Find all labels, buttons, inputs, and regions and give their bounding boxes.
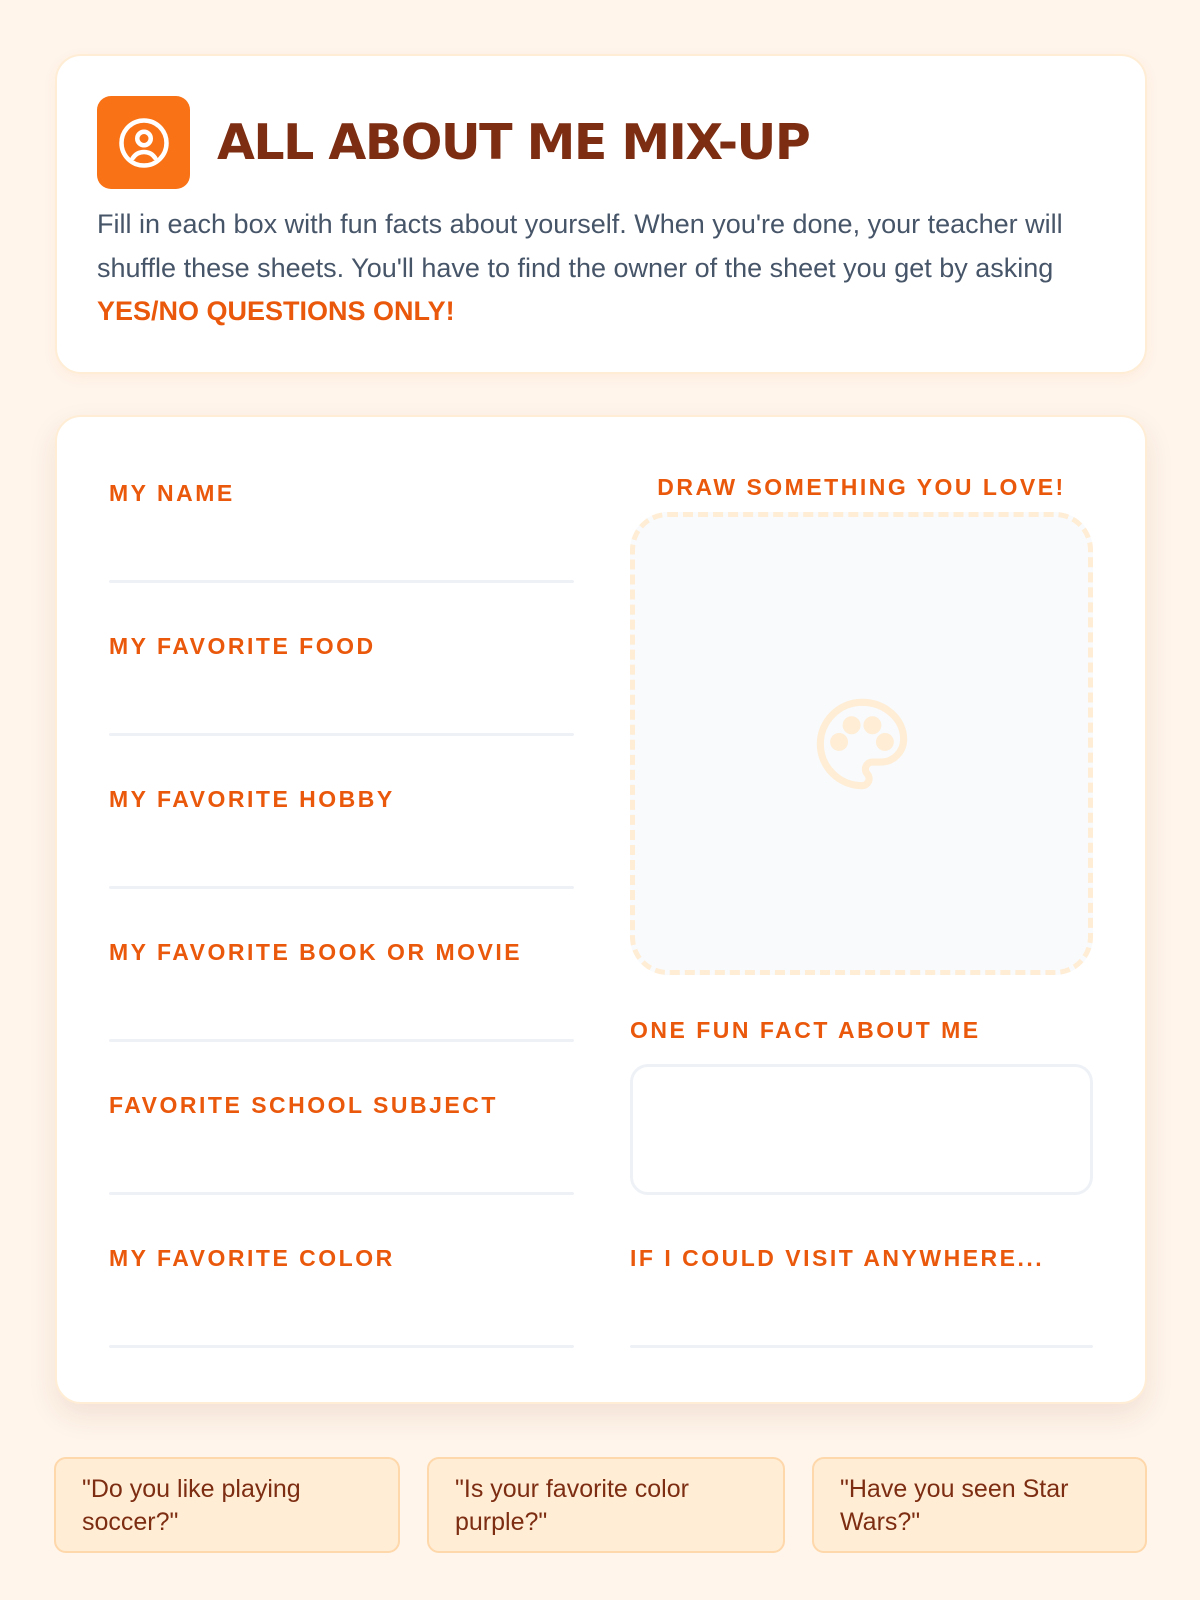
user-circle-icon bbox=[117, 116, 171, 170]
label-draw-something: DRAW SOMETHING YOU LOVE! bbox=[657, 474, 1066, 500]
label-favorite-book-movie: MY FAVORITE BOOK OR MOVIE bbox=[109, 939, 523, 965]
field-favorite-food[interactable] bbox=[109, 733, 574, 736]
example-question-1: "Do you like playing soccer?" bbox=[54, 1457, 400, 1553]
field-favorite-hobby[interactable] bbox=[109, 886, 574, 889]
field-school-subject[interactable] bbox=[109, 1192, 574, 1195]
fun-fact-input[interactable] bbox=[630, 1064, 1093, 1195]
example-question-3: "Have you seen Star Wars?" bbox=[812, 1457, 1147, 1553]
field-favorite-book-movie[interactable] bbox=[109, 1039, 574, 1042]
label-favorite-food: MY FAVORITE FOOD bbox=[109, 633, 376, 659]
palette-icon bbox=[812, 694, 912, 794]
header-card bbox=[55, 54, 1147, 374]
label-fun-fact: ONE FUN FACT ABOUT ME bbox=[630, 1017, 981, 1043]
instructions bbox=[97, 203, 1097, 334]
instructions-emphasis: YES/NO QUESTIONS ONLY! bbox=[97, 296, 455, 326]
drawing-area[interactable] bbox=[630, 512, 1093, 975]
label-favorite-color: MY FAVORITE COLOR bbox=[109, 1245, 395, 1271]
label-my-name: MY NAME bbox=[109, 480, 235, 506]
label-favorite-hobby: MY FAVORITE HOBBY bbox=[109, 786, 395, 812]
label-visit-anywhere: IF I COULD VISIT ANYWHERE... bbox=[630, 1245, 1045, 1271]
instructions-text: Fill in each box with fun facts about yourself. When you're done, your teacher will shuffle these sheets. You'll have to find the owner of the sheet you get by asking bbox=[97, 209, 1063, 283]
field-visit-anywhere[interactable] bbox=[630, 1345, 1093, 1348]
page-title: ALL ABOUT ME MIX-UP bbox=[217, 114, 810, 171]
field-favorite-color[interactable] bbox=[109, 1345, 574, 1348]
label-school-subject: FAVORITE SCHOOL SUBJECT bbox=[109, 1092, 498, 1118]
form-card bbox=[55, 415, 1147, 1404]
field-my-name[interactable] bbox=[109, 580, 574, 583]
logo-badge bbox=[97, 96, 190, 189]
example-question-2: "Is your favorite color purple?" bbox=[427, 1457, 785, 1553]
